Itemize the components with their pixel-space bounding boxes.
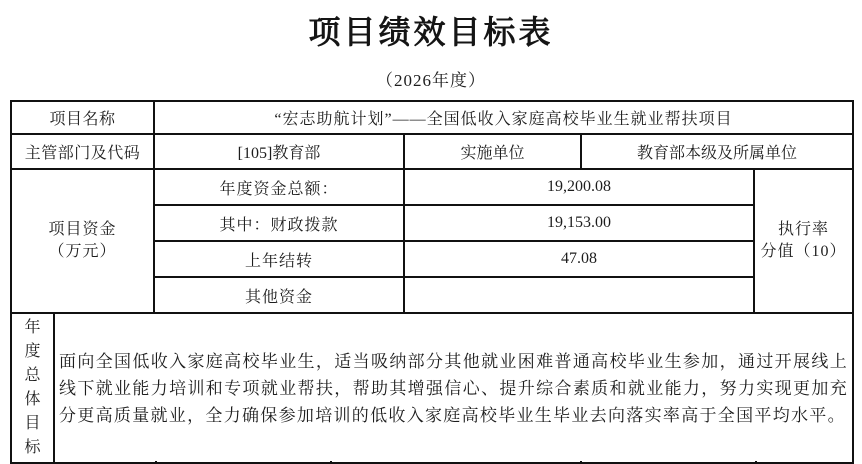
funding-row-total (11, 169, 853, 205)
performance-target-table (10, 100, 854, 464)
carryover-value: 47.08 (404, 241, 754, 277)
execution-rate-line1: 执行率 (778, 221, 830, 238)
annual-goal-row (11, 313, 853, 463)
fiscal-appropriation-label: 其中：财政拨款 (154, 205, 404, 241)
annual-goal-label (11, 313, 54, 463)
document-subtitle: （2026年度） (376, 71, 486, 90)
execution-rate-score-label (754, 169, 853, 313)
implementing-unit-label: 实施单位 (404, 134, 581, 169)
annual-goal-text-cell (54, 313, 853, 463)
carryover-label: 上年结转 (154, 241, 404, 277)
annual-goal-paragraph: 面向全国低收入家庭高校毕业生，适当吸纳部分其他就业困难普通高校毕业生参加，通过开展线上线下就业能力培训和专项就业帮扶，帮助其增强信心、提升综合素质和就业能力，努力实现更加充分更高质量就业，全力确保参加培训的低收入家庭高校毕业生毕业去向落实率高于全国平均水平。 (59, 351, 849, 425)
execution-rate-line2: 分值（10） (760, 243, 847, 260)
project-funds-label-line2: （万元） (48, 243, 117, 260)
department-label: 主管部门及代码 (11, 134, 154, 169)
department-row (11, 134, 853, 169)
document-title: 项目绩效目标表 (308, 14, 554, 50)
department-value: [105]教育部 (154, 134, 404, 169)
other-funds-label: 其他资金 (154, 277, 404, 313)
annual-total-funds-value: 19,200.08 (404, 169, 754, 205)
project-funds-label (11, 169, 154, 313)
project-name-label: 项目名称 (11, 101, 154, 134)
annual-total-funds-label: 年度资金总额： (154, 169, 404, 205)
implementing-unit-value: 教育部本级及所属单位 (581, 134, 853, 169)
other-funds-value (404, 277, 754, 313)
fiscal-appropriation-value: 19,153.00 (404, 205, 754, 241)
annual-goal-label-text: 年度总体目标 (24, 319, 41, 456)
project-name-row (11, 101, 853, 134)
project-funds-label-line1: 项目资金 (48, 221, 117, 238)
project-name-value: “宏志助航计划”——全国低收入家庭高校毕业生就业帮扶项目 (154, 101, 853, 134)
